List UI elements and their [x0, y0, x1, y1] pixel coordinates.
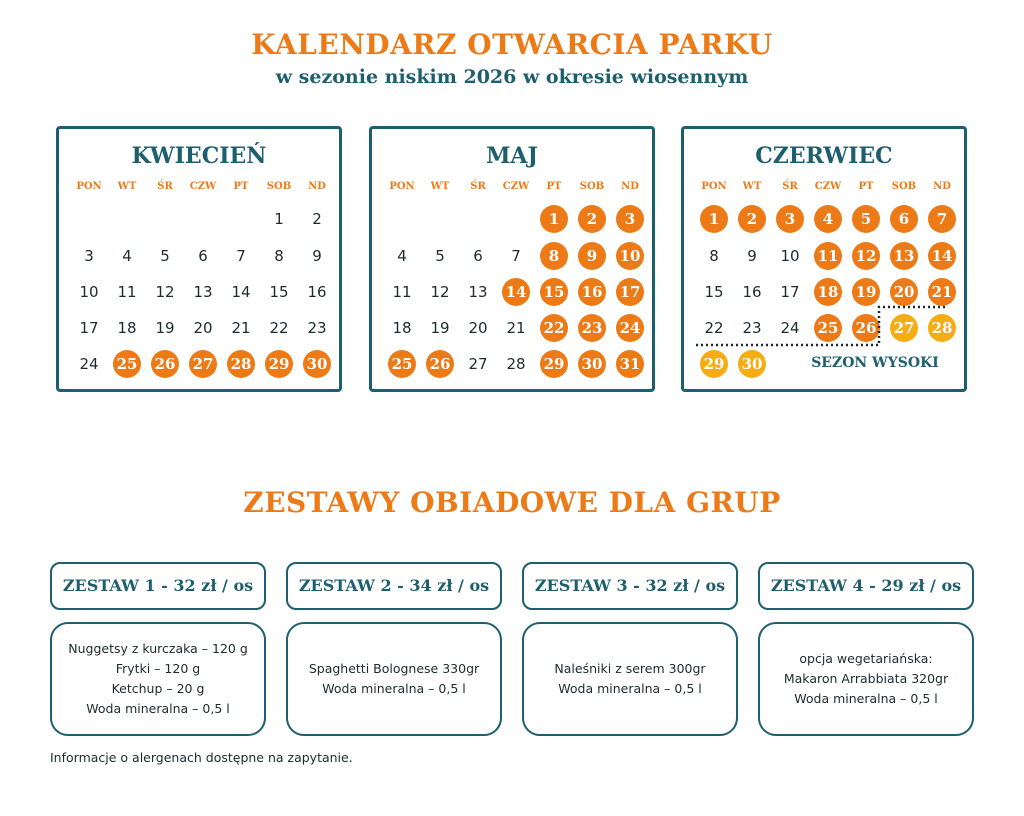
menu-line: Nuggetsy z kurczaka – 120 g: [68, 641, 248, 656]
menu-line: Naleśniki z serem 300gr: [554, 661, 706, 676]
day-may-12: 12: [430, 283, 450, 301]
weekday-header: ŚR: [470, 181, 486, 192]
menu-line: Ketchup – 20 g: [111, 681, 205, 696]
day-june-6: 6: [890, 205, 918, 233]
weekday-header: WT: [117, 181, 137, 192]
weekday-header: ND: [933, 181, 951, 192]
high-season-label: SEZON WYSOKI: [811, 355, 939, 371]
day-april-2: 2: [312, 210, 322, 228]
page-title: KALENDARZ OTWARCIA PARKU: [251, 28, 773, 61]
day-may-14: 14: [502, 278, 530, 306]
day-april-1: 1: [274, 210, 284, 228]
weekday-header: CZW: [502, 181, 530, 192]
month-title: MAJ: [486, 143, 538, 169]
day-may-17: 17: [616, 278, 644, 306]
day-may-11: 11: [392, 283, 412, 301]
day-june-16: 16: [742, 283, 762, 301]
weekday-header: SOB: [891, 181, 917, 192]
day-april-10: 10: [79, 283, 99, 301]
day-june-21: 21: [928, 278, 956, 306]
day-june-9: 9: [747, 247, 757, 265]
day-april-11: 11: [117, 283, 137, 301]
day-june-17: 17: [780, 283, 800, 301]
set-4-header: ZESTAW 4 - 29 zł / os: [758, 562, 974, 610]
set-1-header: ZESTAW 1 - 32 zł / os: [50, 562, 266, 610]
weekday-header: PON: [76, 181, 102, 192]
day-april-26: 26: [151, 350, 179, 378]
day-may-15: 15: [540, 278, 568, 306]
day-june-25: 25: [814, 314, 842, 342]
calendar-june: [681, 126, 967, 392]
day-may-6: 6: [473, 247, 483, 265]
day-june-12: 12: [852, 242, 880, 270]
day-april-4: 4: [122, 247, 132, 265]
day-may-9: 9: [578, 242, 606, 270]
menu-line: Woda mineralna – 0,5 l: [86, 701, 230, 716]
day-april-7: 7: [236, 247, 246, 265]
weekday-header: PT: [858, 181, 874, 192]
day-june-13: 13: [890, 242, 918, 270]
weekday-header: PT: [233, 181, 249, 192]
day-april-13: 13: [193, 283, 213, 301]
day-may-29: 29: [540, 350, 568, 378]
day-may-2: 2: [578, 205, 606, 233]
day-april-30: 30: [303, 350, 331, 378]
day-may-16: 16: [578, 278, 606, 306]
day-june-22: 22: [704, 319, 724, 337]
day-april-8: 8: [274, 247, 284, 265]
set-2-header: ZESTAW 2 - 34 zł / os: [286, 562, 502, 610]
day-june-11: 11: [814, 242, 842, 270]
day-may-25: 25: [388, 350, 416, 378]
day-april-9: 9: [312, 247, 322, 265]
day-may-31: 31: [616, 350, 644, 378]
day-april-12: 12: [155, 283, 175, 301]
day-may-30: 30: [578, 350, 606, 378]
weekday-header: ND: [308, 181, 326, 192]
set-1-menu: [50, 622, 266, 736]
month-title: CZERWIEC: [755, 143, 893, 169]
day-june-2: 2: [738, 205, 766, 233]
day-may-21: 21: [506, 319, 526, 337]
weekday-header: SOB: [579, 181, 605, 192]
day-may-5: 5: [435, 247, 445, 265]
day-april-23: 23: [307, 319, 327, 337]
weekday-header: PON: [701, 181, 727, 192]
weekday-header: WT: [742, 181, 762, 192]
day-june-7: 7: [928, 205, 956, 233]
day-april-27: 27: [189, 350, 217, 378]
day-may-10: 10: [616, 242, 644, 270]
menu-line: Woda mineralna – 0,5 l: [322, 681, 466, 696]
day-june-3: 3: [776, 205, 804, 233]
day-april-24: 24: [79, 355, 99, 373]
day-april-15: 15: [269, 283, 289, 301]
day-april-17: 17: [79, 319, 99, 337]
day-june-30: 30: [738, 350, 766, 378]
day-april-16: 16: [307, 283, 327, 301]
lunch-sets-title: ZESTAWY OBIADOWE DLA GRUP: [243, 486, 781, 519]
menu-line: Makaron Arrabbiata 320gr: [783, 671, 949, 686]
day-june-28: 28: [928, 314, 956, 342]
day-june-29: 29: [700, 350, 728, 378]
day-may-23: 23: [578, 314, 606, 342]
day-april-25: 25: [113, 350, 141, 378]
weekday-header: CZW: [814, 181, 842, 192]
allergen-note: Informacje o alergenach dostępne na zapytanie.: [50, 750, 353, 765]
weekday-header: ŚR: [157, 181, 173, 192]
day-april-14: 14: [231, 283, 251, 301]
day-june-18: 18: [814, 278, 842, 306]
day-april-28: 28: [227, 350, 255, 378]
calendar-april: [56, 126, 342, 392]
day-june-26: 26: [852, 314, 880, 342]
weekday-header: WT: [430, 181, 450, 192]
day-may-27: 27: [468, 355, 488, 373]
weekday-header: ND: [621, 181, 639, 192]
weekday-header: ŚR: [782, 181, 798, 192]
day-april-21: 21: [231, 319, 251, 337]
day-april-29: 29: [265, 350, 293, 378]
menu-line: Spaghetti Bolognese 330gr: [308, 661, 480, 676]
day-june-5: 5: [852, 205, 880, 233]
set-3-menu: [522, 622, 738, 736]
day-may-4: 4: [397, 247, 407, 265]
day-april-18: 18: [117, 319, 137, 337]
day-june-4: 4: [814, 205, 842, 233]
day-june-10: 10: [780, 247, 800, 265]
day-june-23: 23: [742, 319, 762, 337]
calendar-may: [369, 126, 655, 392]
day-may-26: 26: [426, 350, 454, 378]
set-2-menu: [286, 622, 502, 736]
day-may-18: 18: [392, 319, 412, 337]
set-4-menu: [758, 622, 974, 736]
day-june-24: 24: [780, 319, 800, 337]
day-may-13: 13: [468, 283, 488, 301]
menu-line: Woda mineralna – 0,5 l: [794, 691, 938, 706]
day-may-19: 19: [430, 319, 450, 337]
set-3-header: ZESTAW 3 - 32 zł / os: [522, 562, 738, 610]
day-april-6: 6: [198, 247, 208, 265]
day-may-7: 7: [511, 247, 521, 265]
day-may-28: 28: [506, 355, 526, 373]
month-title: KWIECIEŃ: [131, 143, 267, 169]
day-june-14: 14: [928, 242, 956, 270]
page-subtitle: w sezonie niskim 2026 w okresie wiosennym: [275, 66, 749, 88]
day-may-20: 20: [468, 319, 488, 337]
day-june-20: 20: [890, 278, 918, 306]
day-may-22: 22: [540, 314, 568, 342]
weekday-header: SOB: [266, 181, 292, 192]
day-may-8: 8: [540, 242, 568, 270]
day-april-19: 19: [155, 319, 175, 337]
day-june-1: 1: [700, 205, 728, 233]
day-april-5: 5: [160, 247, 170, 265]
day-april-22: 22: [269, 319, 289, 337]
weekday-header: PT: [546, 181, 562, 192]
day-april-20: 20: [193, 319, 213, 337]
weekday-header: CZW: [189, 181, 217, 192]
weekday-header: PON: [389, 181, 415, 192]
menu-line: opcja wegetariańska:: [799, 651, 933, 666]
day-may-3: 3: [616, 205, 644, 233]
day-june-27: 27: [890, 314, 918, 342]
menu-line: Frytki – 120 g: [115, 661, 201, 676]
day-may-24: 24: [616, 314, 644, 342]
day-june-8: 8: [709, 247, 719, 265]
day-june-19: 19: [852, 278, 880, 306]
day-may-1: 1: [540, 205, 568, 233]
day-june-15: 15: [704, 283, 724, 301]
menu-line: Woda mineralna – 0,5 l: [558, 681, 702, 696]
day-april-3: 3: [84, 247, 94, 265]
